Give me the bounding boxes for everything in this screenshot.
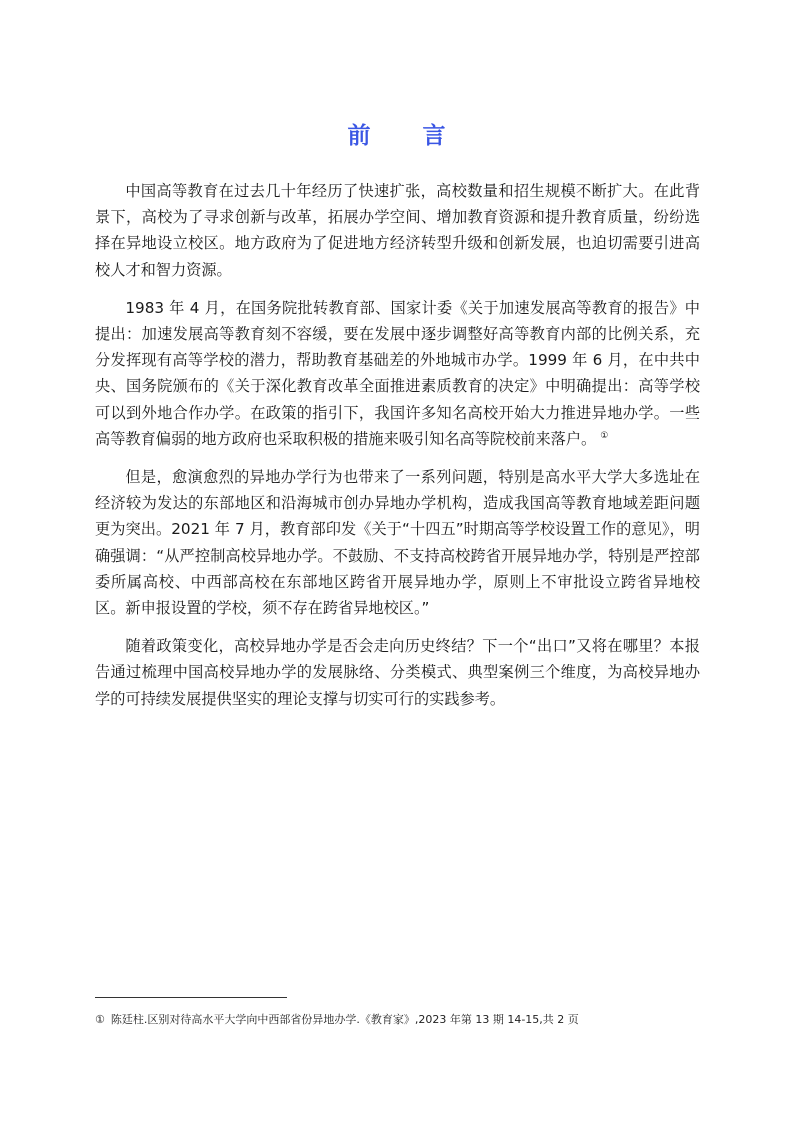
footnote-reference[interactable]: ① bbox=[600, 430, 609, 441]
footnote-mark: ① bbox=[95, 1013, 105, 1026]
body-text bbox=[95, 178, 700, 724]
footnote bbox=[95, 1012, 715, 1028]
paragraph-2-text: 1983 年 4 月，在国务院批转教育部、国家计委《关于加速发展高等教育的报告》中提出：加速发展高等教育刻不容缓，要在发展中逐步调整好高等教育内部的比例关系，充分发挥现有高等学校的潜力，帮助教育基础差的外地城市办学。1999 年 6 月，在中共中央、国务院颁布的《关于深化教育改革全面推进素质教育的决定》中明确提出：高等学校可以到外地合作办学。在政策的指引下，我国许多知名高校开始大力推进异地办学。一些高等教育偏弱的地方政府也采取积极的措施来吸引知名高等院校前来落户。 bbox=[95, 298, 700, 448]
footnote-divider bbox=[95, 997, 287, 998]
footnote-text: 陈廷柱.区别对待高水平大学向中西部省份异地办学.《教育家》,2023 年第 13 期 14-15,共 2 页 bbox=[110, 1013, 579, 1026]
paragraph-4: 随着政策变化，高校异地办学是否会走向历史终结？下一个“出口”又将在哪里？本报告通过梳理中国高校异地办学的发展脉络、分类模式、典型案例三个维度，为高校异地办学的可持续发展提供坚实的理论支撑与切实可行的实践参考。 bbox=[95, 637, 700, 708]
paragraph-1: 中国高等教育在过去几十年经历了快速扩张，高校数量和招生规模不断扩大。在此背景下，高校为了寻求创新与改革，拓展办学空间、增加教育资源和提升教育质量，纷纷选择在异地设立校区。地方政府为了促进地方经济转型升级和创新发展，也迫切需要引进高校人才和智力资源。 bbox=[95, 182, 700, 279]
paragraph-2 bbox=[95, 295, 700, 452]
page-title: 前 言 bbox=[347, 123, 468, 149]
paragraph-3: 但是，愈演愈烈的异地办学行为也带来了一系列问题，特别是高水平大学大多选址在经济较为发达的东部地区和沿海城市创办异地办学机构，造成我国高等教育地域差距问题更为突出。2021 年 7 月，教育部印发《关于“十四五”时期高等学校设置工作的意见》，明确强调：“从严控制高校异地办学。不鼓励、不支持高校跨省开展异地办学，特别是严控部委所属高校、中西部高校在东部地区跨省开展异地办学，原则上不审批设立跨省异地校区。新申报设置的学校，须不存在跨省异地校区。” bbox=[95, 468, 700, 618]
